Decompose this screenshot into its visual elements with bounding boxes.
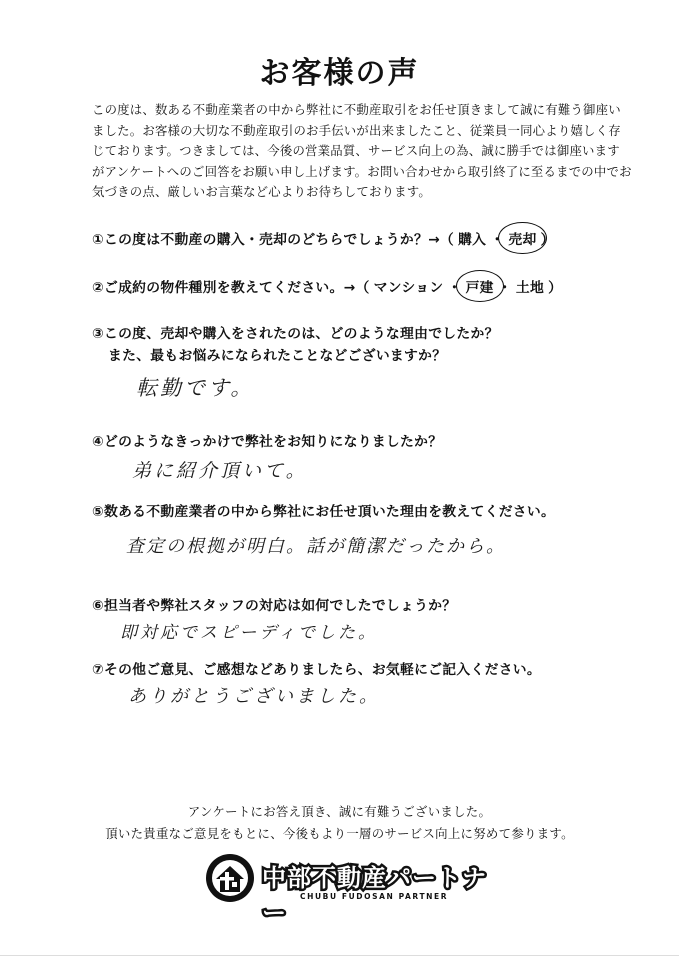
question-2 [92,276,562,296]
question-1-text: ①この度は不動産の購入・売却のどちらでしょうか？→（ [92,232,455,248]
company-logo [204,852,504,927]
answer-7-handwritten: ありがとうございました。 [128,686,380,707]
option-house-circled: 戸建 [462,276,498,296]
question-7: ⑦その他ご意見、ご感想などありましたら、お気軽にご記入ください。 [92,662,541,678]
page-title: お客様の声 [259,56,420,91]
answer-3-handwritten: 転勤です。 [136,376,255,400]
company-name: 中部不動産パートナー [262,864,487,927]
option-purchase: 購入 [458,232,487,248]
footer-commitment: 頂いた貴重なご意見をもとに、今後もより一層のサービス向上に努めて参ります。 [105,826,574,841]
question-2-text: ②ご成約の物件種別を教えてください。→（ [92,280,370,296]
question-4: ④どのようなきっかけで弊社をお知りになりましたか？ [92,434,443,450]
footer-thanks: アンケートにお答え頂き、誠に有難うございました。 [187,804,492,819]
option-separator: ・ [490,232,505,248]
page-bottom-edge [0,955,679,956]
question-3-line-2: また、最もお悩みになられたことなどございますか？ [108,348,447,364]
question-6: ⑥担当者や弊社スタッフの対応は如何でしたでしょうか？ [92,598,457,614]
answer-4-handwritten: 弟に紹介頂いて。 [132,460,308,482]
option-land: 土地 [515,280,545,296]
question-1 [92,228,555,248]
question-5: ⑤数ある不動産業者の中から弊社にお任せ頂いた理由を教えてください。 [92,504,556,520]
option-separator: ・ [447,280,462,296]
house-logo-icon [204,852,256,904]
intro-paragraph: この度は、数ある不動産業者の中から弊社に不動産取引をお任せ頂きまして誠に有難う御座いました。お客様の大切な不動産取引のお手伝いが出来ましたこと、従業員一同心より嬉しく存じております。つきましては、今後の営業品質、サービス向上の為、誠に勝手では御座いますがアンケートへのご回答をお願い申し上げます。お問い合わせから取引終了に至るまでの中でお気づきの点、厳しいお言葉など心よりお待ちしております。 [92,102,632,199]
answer-6-handwritten: 即対応でスピーディでした。 [120,623,378,643]
question-3-line-1: ③この度、売却や購入をされたのは、どのような理由でしたか？ [92,326,499,342]
answer-5-handwritten: 査定の根拠が明白。話が簡潔だったから。 [126,536,506,557]
question-2-close: ） [548,280,563,296]
option-mansion: マンション [373,280,444,296]
option-separator: ・ [497,280,512,296]
question-1-close: ） [540,232,555,248]
option-sale-circled: 売却 [504,228,540,248]
company-name-romaji: CHUBU FUDOSAN PARTNER [300,892,449,901]
